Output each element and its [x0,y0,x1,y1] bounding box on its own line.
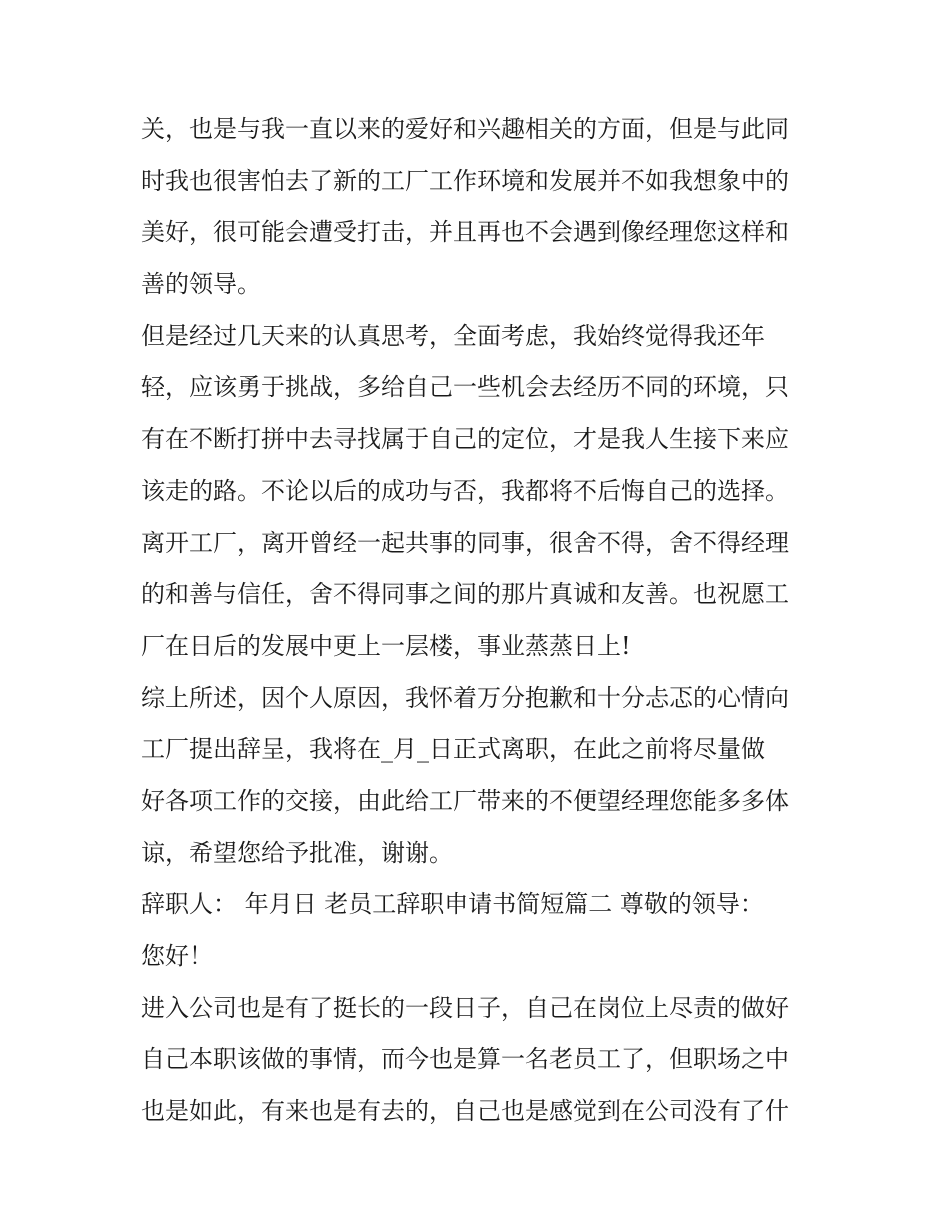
text-line: 综上所述，因个人原因，我怀着万分抱歉和十分忐忑的心情向 [141,683,789,712]
text-line: 自己本职该做的事情，而今也是算一名老员工了，但职场之中 [141,1045,789,1074]
text-line: 有在不断打拼中去寻找属于自己的定位，才是我人生接下来应 [141,425,789,454]
text-line: 进入公司也是有了挺长的一段日子，自己在岗位上尽责的做好 [141,993,789,1022]
text-line: 的和善与信任，舍不得同事之间的那片真诚和友善。也祝愿工 [141,580,789,609]
text-line: 善的领导。 [141,270,261,299]
text-line: 也是如此，有来也是有去的，自己也是感觉到在公司没有了什 [141,1097,789,1126]
text-line: 工厂提出辞呈，我将在_月_日正式离职，在此之前将尽量做 [141,735,765,764]
text-line: 关，也是与我一直以来的爱好和兴趣相关的方面，但是与此同 [141,115,789,143]
text-line: 轻，应该勇于挑战，多给自己一些机会去经历不同的环境，只 [141,373,789,402]
text-line: 好各项工作的交接，由此给工厂带来的不便望经理您能多多体 [141,786,789,815]
text-line: 辞职人： 年月日 老员工辞职申请书简短篇二 尊敬的领导： [141,890,764,919]
text-line: 离开工厂，离开曾经一起共事的同事，很舍不得，舍不得经理 [141,528,789,557]
text-line: 时我也很害怕去了新的工厂工作环境和发展并不如我想象中的 [141,166,789,195]
text-line: 厂在日后的发展中更上一层楼，事业蒸蒸日上! [141,631,631,660]
text-line: 谅，希望您给予批准，谢谢。 [141,838,453,867]
text-line: 美好，很可能会遭受打击，并且再也不会遇到像经理您这样和 [141,218,789,247]
document-body [141,108,821,1142]
text-line: 该走的路。不论以后的成功与否，我都将不后悔自己的选择。 [141,476,789,505]
text-line: 但是经过几天来的认真思考，全面考虑，我始终觉得我还年 [141,321,765,350]
text-line: 您好！ [141,942,213,970]
